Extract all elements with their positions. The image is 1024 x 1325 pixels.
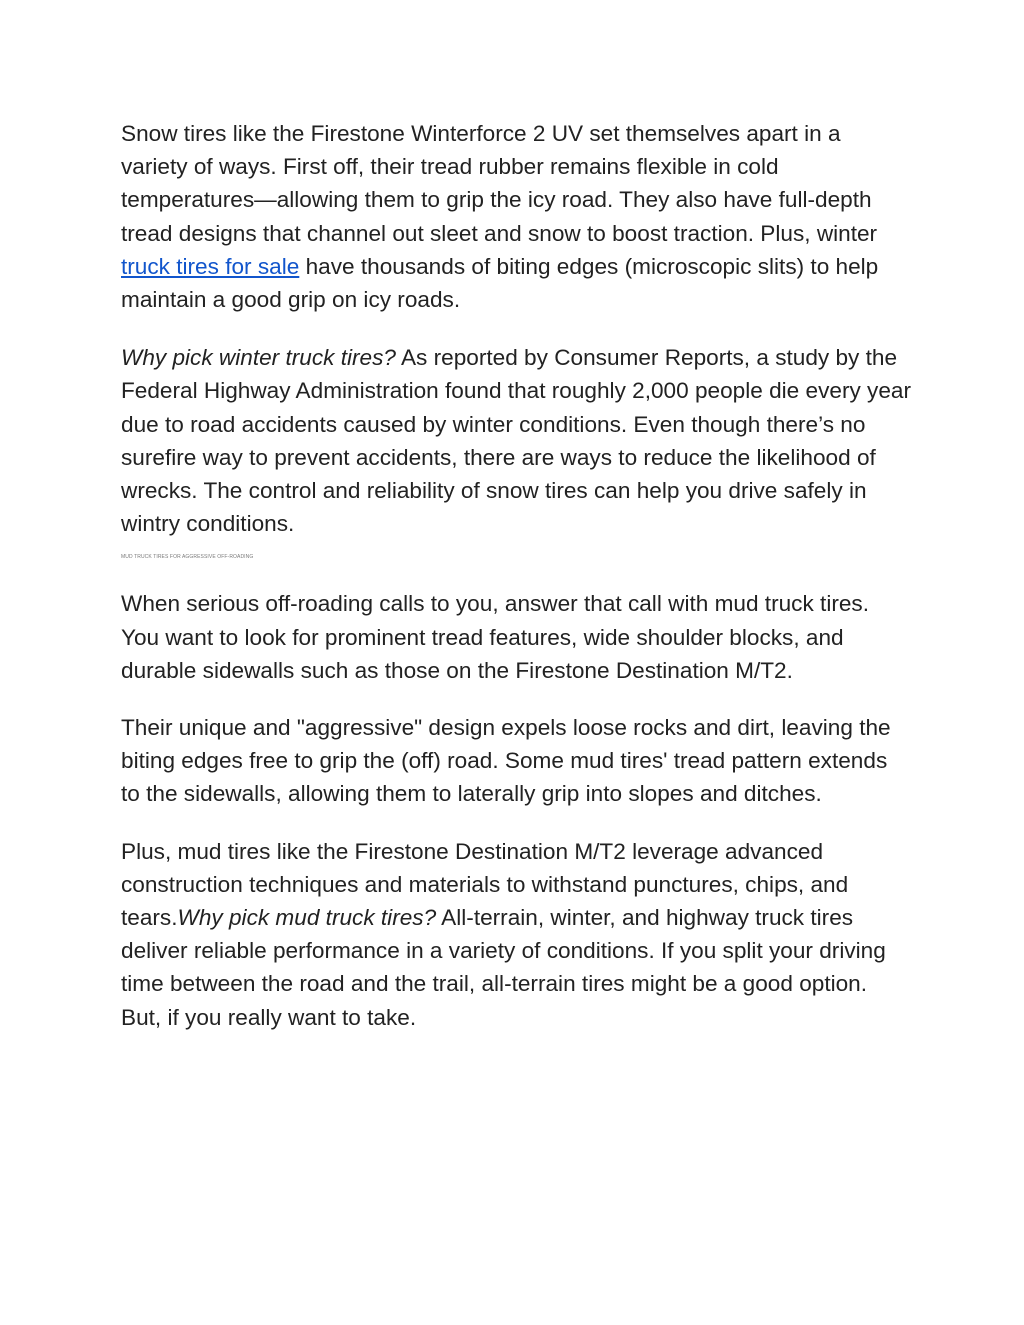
paragraph-aggressive-design: Their unique and "aggressive" design expels loose rocks and dirt, leaving the biting edges free to grip the (off) road. Some mud tires' tread pattern extends to the sidewalls, allowing them to laterally grip into slopes and ditches. (121, 715, 891, 807)
paragraph-text: As reported by Consumer Reports, a study by the Federal Highway Administration found that roughly 2,000 people die every year due to road accidents caused by winter conditions. Even though there’s no surefire way to prevent accidents, there are ways to reduce the likelihood of wrecks. The control and reliability of snow tires can help you drive safely in wintry conditions. (121, 345, 911, 537)
document-body (121, 117, 911, 1034)
paragraph-text: have thousands of biting edges (microscopic slits) to help maintain a good grip on icy roads. (121, 253, 879, 313)
section-heading: MUD TRUCK TIRES FOR AGGRESSIVE OFF-ROADING (121, 554, 254, 561)
paragraph-off-roading: When serious off-roading calls to you, answer that call with mud truck tires. You want to look for prominent tread features, wide shoulder blocks, and durable sidewalls such as those on the Firestone Destination M/T2. (121, 591, 870, 683)
paragraph-text: Snow tires like the Firestone Winterforce 2 UV set themselves apart in a variety of ways. First off, their tread rubber remains flexible in cold temperatures—allowing them to grip the icy road. They also have full-depth tread designs that channel out sleet and snow to boost traction. Plus, winter (121, 121, 878, 246)
truck-tires-for-sale-link[interactable]: truck tires for sale (121, 253, 300, 279)
italic-lead: Why pick winter truck tires? (121, 345, 396, 371)
paragraph-text: Plus, mud tires like the Firestone Destination M/T2 leverage advanced construction techniques and materials to withstand punctures, chips, and tears. (121, 838, 849, 931)
paragraph-why-winter (121, 341, 911, 540)
paragraph-mud-tires (121, 835, 911, 1034)
paragraph-snow-tires (121, 117, 911, 316)
italic-lead: Why pick mud truck tires? (177, 905, 437, 931)
paragraph-text: All-terrain, winter, and highway truck tires deliver reliable performance in a variety of conditions. If you split your driving time between the road and the trail, all-terrain tires might be a good option. But, if you really want to take. (121, 905, 886, 1030)
